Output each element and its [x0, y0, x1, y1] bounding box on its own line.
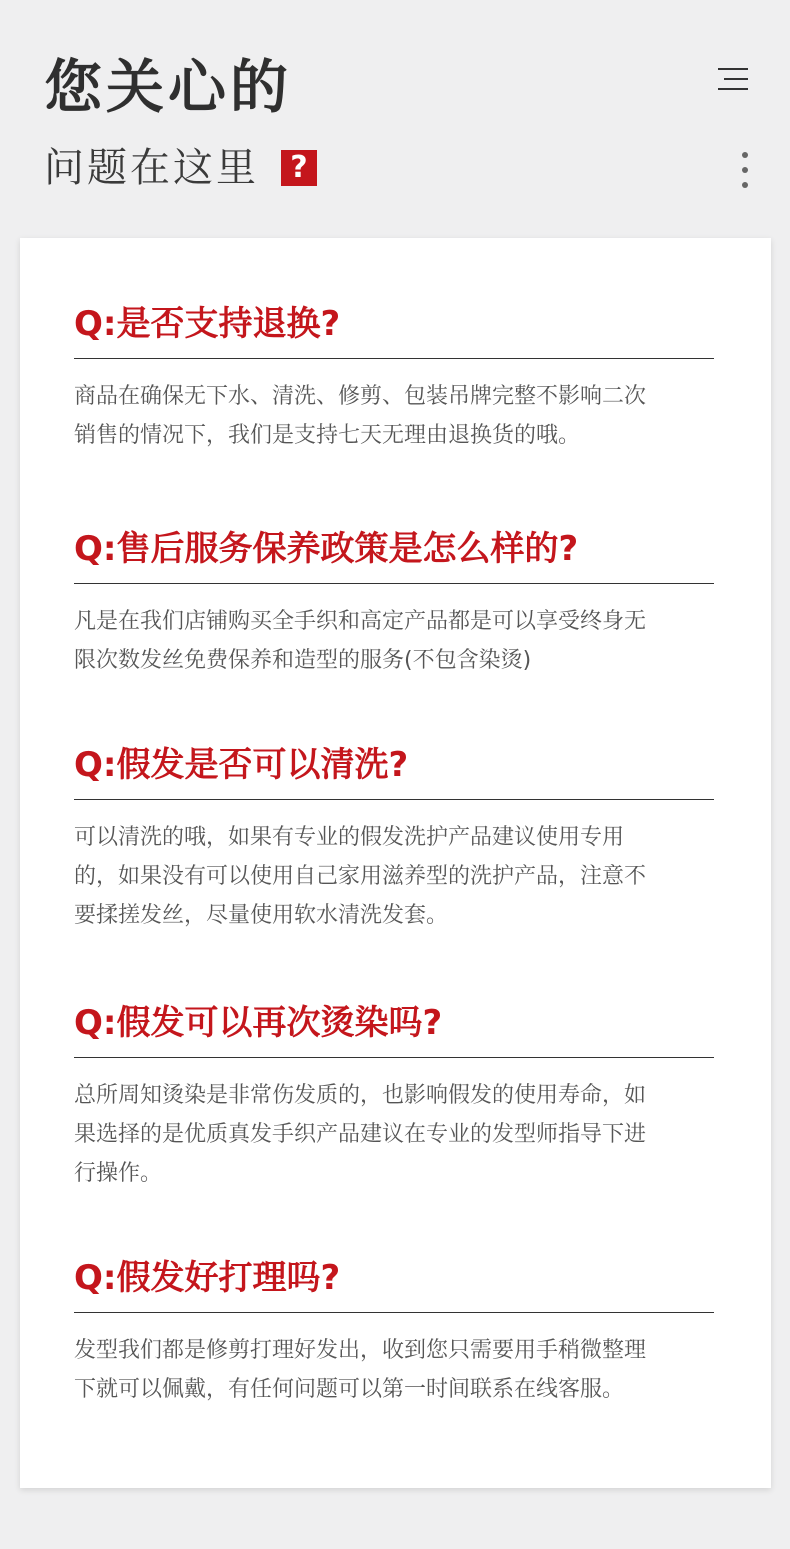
faq-question: Q:是否支持退换?: [74, 300, 714, 359]
faq-answer: 商品在确保无下水、清洗、修剪、包装吊牌完整不影响二次销售的情况下，我们是支持七天无理由退换货的哦。: [74, 384, 647, 448]
faq-item-aftersales: [74, 525, 714, 680]
faq-answer: 总所周知烫染是非常伤发质的，也影响假发的使用寿命，如果选择的是优质真发手织产品建议在专业的发型师指导下进行操作。: [74, 1083, 647, 1186]
page-subtitle: 问题在这里: [44, 145, 259, 191]
page-title: 您关心的: [44, 53, 293, 121]
question-mark-icon: ?: [281, 150, 317, 186]
faq-card: [20, 238, 771, 1488]
subtitle-row: [44, 140, 317, 196]
faq-answer: 发型我们都是修剪打理好发出，收到您只需要用手稍微整理下就可以佩戴，有任何问题可以第一时间联系在线客服。: [74, 1338, 647, 1402]
page-header: [0, 0, 790, 238]
faq-item-washing: [74, 741, 714, 935]
faq-question: Q:假发好打理吗?: [74, 1254, 714, 1313]
vertical-ellipsis-icon[interactable]: [740, 152, 750, 188]
faq-answer: 可以清洗的哦，如果有专业的假发洗护产品建议使用专用的，如果没有可以使用自己家用滋养型的洗护产品，注意不要揉搓发丝，尽量使用软水清洗发套。: [74, 825, 647, 928]
faq-item-care: [74, 1254, 714, 1409]
faq-item-return: [74, 300, 714, 455]
faq-answer: 凡是在我们店铺购买全手织和高定产品都是可以享受终身无限次数发丝免费保养和造型的服务(不包含染烫): [74, 609, 647, 673]
faq-question: Q:假发可以再次烫染吗?: [74, 999, 714, 1058]
faq-question: Q:假发是否可以清洗?: [74, 741, 714, 800]
hamburger-menu-icon[interactable]: [718, 68, 748, 90]
faq-item-dyeing: [74, 999, 714, 1193]
faq-question: Q:售后服务保养政策是怎么样的?: [74, 525, 714, 584]
